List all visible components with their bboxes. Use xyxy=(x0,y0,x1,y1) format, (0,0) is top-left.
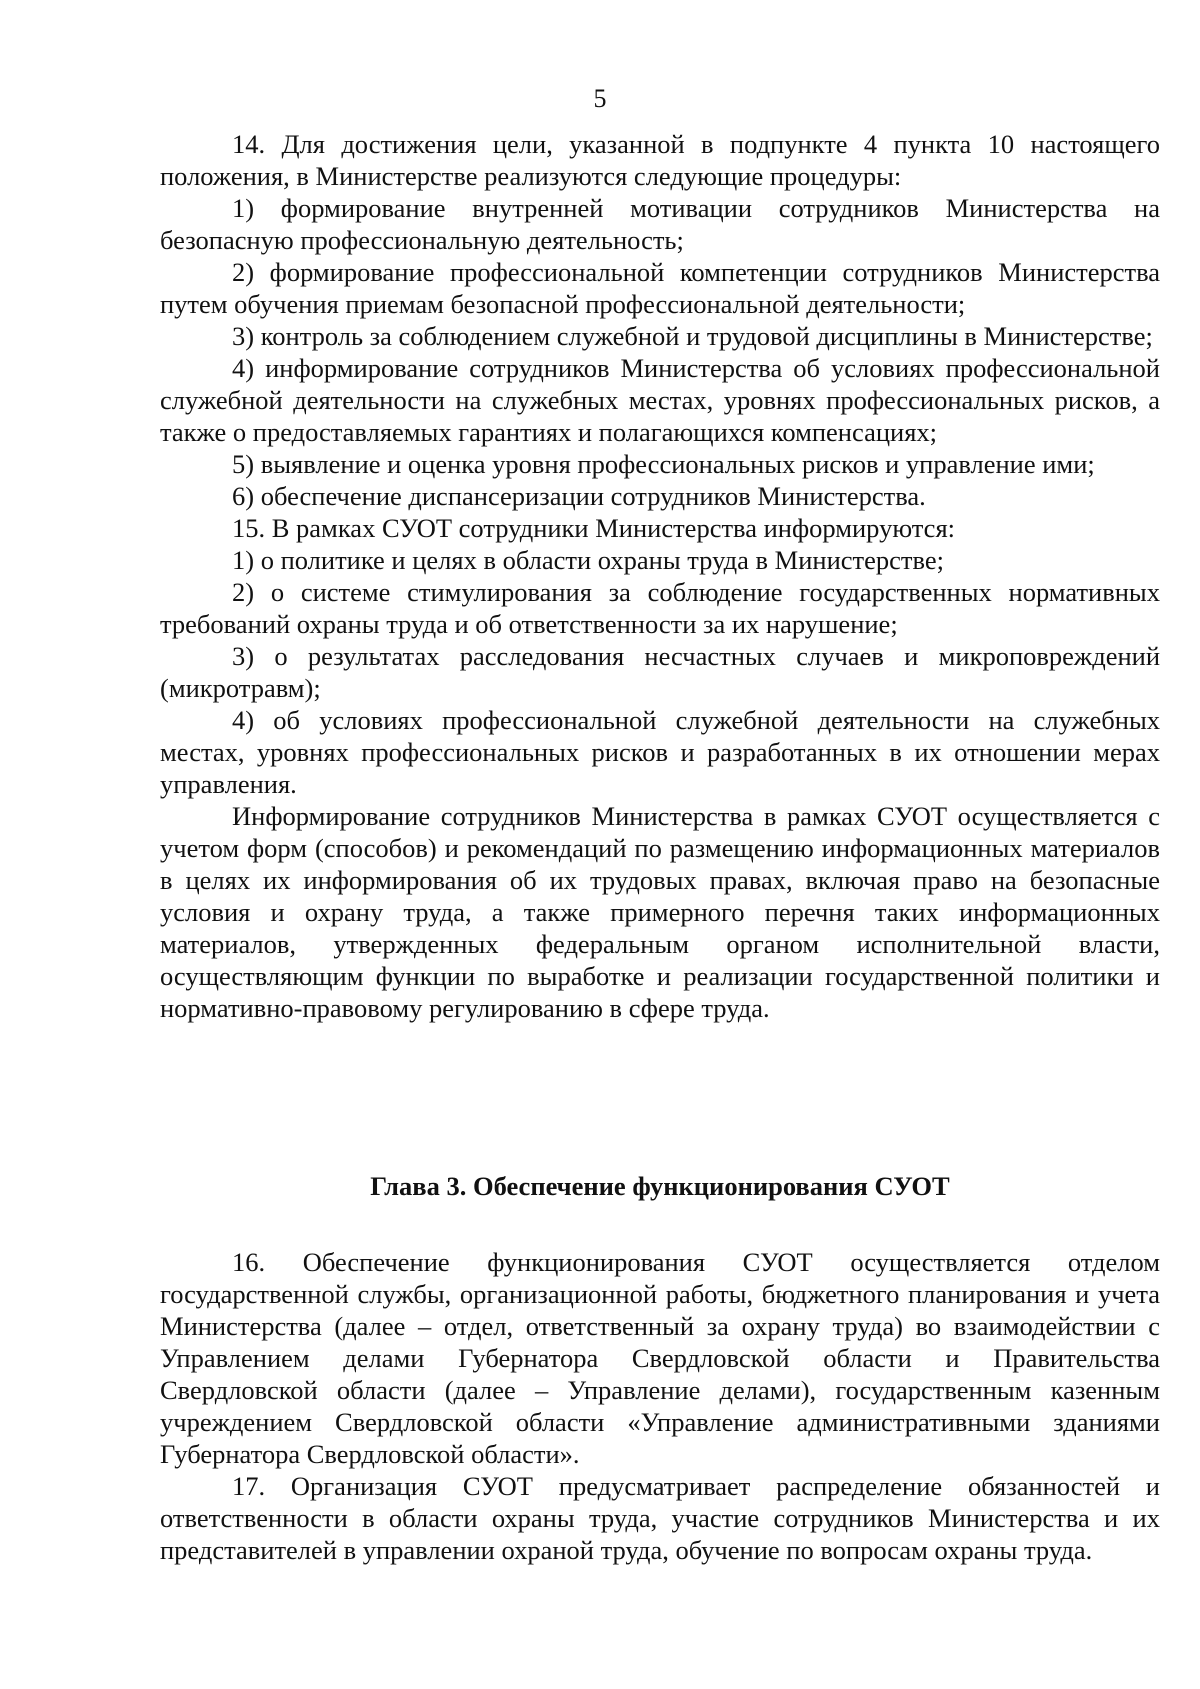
list-item-15-4: 4) об условиях профессиональной служебной деятельности на служебных местах, уровнях профессиональных рисков и разработанных в их отношении мерах управления. xyxy=(160,705,1160,799)
list-item-14-1: 1) формирование внутренней мотивации сотрудников Министерства на безопасную профессиональную деятельность; xyxy=(160,193,1160,255)
paragraph-14: 14. Для достижения цели, указанной в подпункте 4 пункта 10 настоящего положения, в Министерстве реализуются следующие процедуры: xyxy=(160,129,1160,191)
list-item-14-3: 3) контроль за соблюдением служебной и трудовой дисциплины в Министерстве; xyxy=(232,321,1153,351)
chapter-title: Глава 3. Обеспечение функционирования СУОТ xyxy=(370,1171,950,1201)
page-number: 5 xyxy=(593,84,607,113)
list-item-15-3: 3) о результатах расследования несчастных случаев и микроповреждений (микротравм); xyxy=(160,641,1160,703)
list-item-14-6: 6) обеспечение диспансеризации сотрудников Министерства. xyxy=(232,481,926,511)
list-item-14-4: 4) информирование сотрудников Министерства об условиях профессиональной служебной деятельности на служебных местах, уровнях профессиональных рисков, а также о предоставляемых гарантиях и полагающихся компенсациях; xyxy=(160,353,1160,447)
list-item-14-5: 5) выявление и оценка уровня профессиональных рисков и управление ими; xyxy=(232,449,1095,479)
paragraph-informing: Информирование сотрудников Министерства в рамках СУОТ осуществляется с учетом форм (способов) и рекомендаций по размещению информационных материалов в целях их информирования об их трудовых правах, включая право на безопасные условия и охрану труда, а также примерного перечня таких информационных материалов, утвержденных федеральным органом исполнительной власти, осуществляющим функции по выработке и реализации государственной политики и нормативно-правовому регулированию в сфере труда. xyxy=(160,801,1160,1023)
paragraph-15: 15. В рамках СУОТ сотрудники Министерства информируются: xyxy=(232,513,955,543)
paragraph-17: 17. Организация СУОТ предусматривает распределение обязанностей и ответственности в области охраны труда, участие сотрудников Министерства и их представителей в управлении охраной труда, обучение по вопросам охраны труда. xyxy=(160,1471,1160,1565)
section-text-before xyxy=(160,128,1160,1024)
list-item-14-2: 2) формирование профессиональной компетенции сотрудников Министерства путем обучения приемам безопасной профессиональной деятельности; xyxy=(160,257,1160,319)
list-item-15-1: 1) о политике и целях в области охраны труда в Министерстве; xyxy=(232,545,944,575)
list-item-15-2: 2) о системе стимулирования за соблюдение государственных нормативных требований охраны труда и об ответственности за их нарушение; xyxy=(160,577,1160,639)
paragraph-16: 16. Обеспечение функционирования СУОТ осуществляется отделом государственной службы, организационной работы, бюджетного планирования и учета Министерства (далее – отдел, ответственный за охрану труда) во взаимодействии с Управлением делами Губернатора Свердловской области и Правительства Свердловской области (далее – Управление делами), государственным казенным учреждением Свердловской области «Управление административными зданиями Губернатора Свердловской области». xyxy=(160,1247,1160,1469)
section-text-after xyxy=(160,1246,1160,1566)
